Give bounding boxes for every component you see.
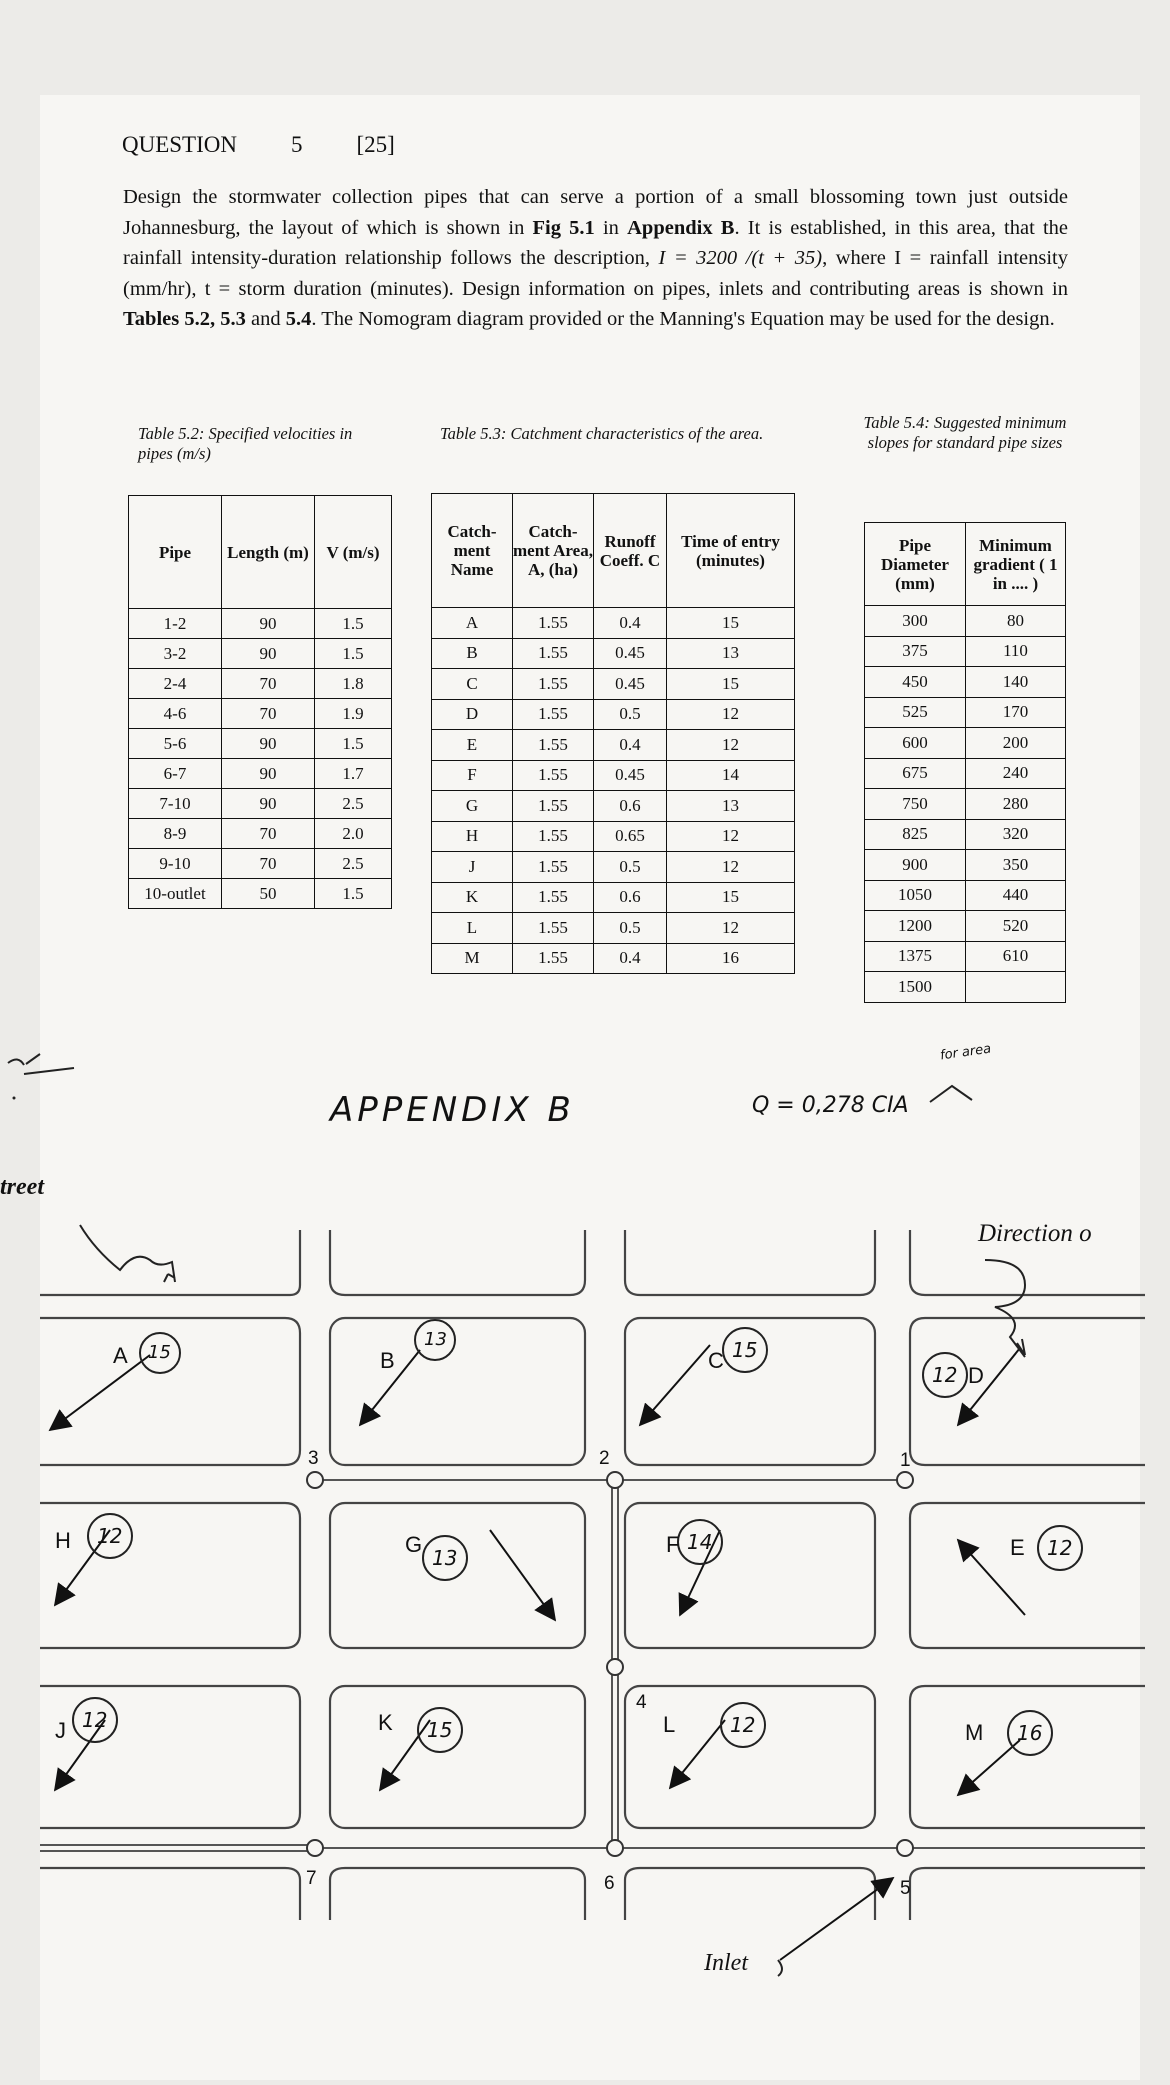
table53-cell-name: E	[432, 730, 513, 761]
table-5-3	[431, 493, 795, 974]
table54-cell-diameter: 525	[865, 697, 966, 728]
table53-row	[432, 760, 795, 791]
catchment-l-label: L	[663, 1712, 676, 1737]
table52-cell-pipe: 5-6	[129, 729, 222, 759]
table53-cell-runoff: 0.4	[594, 730, 667, 761]
table53-cell-area: 1.55	[513, 730, 594, 761]
table52-cell-velocity: 1.8	[315, 669, 392, 699]
table53-row	[432, 638, 795, 669]
table53-cell-area: 1.55	[513, 913, 594, 944]
catchment-m-label: M	[965, 1720, 984, 1745]
table54-cell-gradient: 240	[966, 758, 1066, 789]
table54-cell-gradient: 520	[966, 911, 1066, 942]
catchment-k-label: K	[378, 1710, 393, 1735]
question-marks: [25]	[356, 132, 395, 157]
table53-cell-area: 1.55	[513, 760, 594, 791]
table53-cell-name: F	[432, 760, 513, 791]
table52-cell-pipe: 10-outlet	[129, 879, 222, 909]
table53-cell-name: G	[432, 791, 513, 822]
table52-cell-velocity: 1.5	[315, 639, 392, 669]
table53-cell-runoff: 0.45	[594, 638, 667, 669]
catchment-g-label: G	[405, 1532, 423, 1557]
table54-cell-gradient: 280	[966, 789, 1066, 820]
table54-cell-diameter: 750	[865, 789, 966, 820]
time-m: 16	[1017, 1721, 1043, 1745]
fig-ref: Fig 5.1	[532, 216, 595, 239]
time-b: 13	[424, 1329, 447, 1350]
catchment-b-label: B	[380, 1348, 395, 1373]
table53-cell-runoff: 0.4	[594, 943, 667, 974]
table52-cell-length: 90	[222, 609, 315, 639]
table52-row	[129, 729, 392, 759]
table54-cell-diameter: 600	[865, 728, 966, 759]
table54-cell-diameter: 1200	[865, 911, 966, 942]
table52-row	[129, 609, 392, 639]
t52-header-pipe: Pipe	[129, 496, 222, 609]
catchment-c-label: C	[708, 1348, 724, 1373]
table52-row	[129, 639, 392, 669]
catchment-e-label: E	[1010, 1535, 1025, 1560]
table53-caption: Table 5.3: Catchment characteristics of the area.	[440, 424, 764, 443]
time-e: 12	[1047, 1536, 1073, 1560]
table52-row	[129, 789, 392, 819]
table53-cell-runoff: 0.6	[594, 791, 667, 822]
table53-cell-name: J	[432, 852, 513, 883]
table53-cell-entry: 12	[667, 730, 795, 761]
table52-cell-velocity: 1.9	[315, 699, 392, 729]
node-5-label: 5	[900, 1878, 911, 1899]
time-h: 12	[97, 1524, 123, 1548]
table53-cell-area: 1.55	[513, 791, 594, 822]
catchment-h-label: H	[55, 1528, 71, 1553]
tables-ref: Tables 5.2, 5.3	[123, 308, 246, 330]
t53-header-area: Catch-ment Area, A, (ha)	[513, 494, 594, 608]
table53-cell-area: 1.55	[513, 821, 594, 852]
time-c: 15	[732, 1338, 758, 1362]
appendix-title: APPENDIX B	[330, 1090, 575, 1130]
table52-cell-pipe: 9-10	[129, 849, 222, 879]
table54-row	[865, 850, 1066, 881]
t54-header-gradient: Minimum gradient ( 1 in .... )	[966, 523, 1066, 606]
table53-cell-entry: 12	[667, 699, 795, 730]
table53-row	[432, 669, 795, 700]
t52-header-velocity: V (m/s)	[315, 496, 392, 609]
table53-row	[432, 852, 795, 883]
manholes	[307, 1472, 913, 1856]
t52-header-length: Length (m)	[222, 496, 315, 609]
time-g: 13	[432, 1546, 458, 1570]
question-paragraph	[123, 182, 1068, 335]
table53-cell-runoff: 0.4	[594, 608, 667, 639]
table52-cell-velocity: 1.7	[315, 759, 392, 789]
table54-cell-gradient	[966, 972, 1066, 1003]
para-text-2: in	[594, 216, 628, 239]
t54-header-diameter: Pipe Diameter (mm)	[865, 523, 966, 606]
table52-row	[129, 879, 392, 909]
node-4-label: 4	[636, 1692, 647, 1713]
table54-cell-gradient: 140	[966, 667, 1066, 698]
table54-row	[865, 941, 1066, 972]
table52-cell-length: 70	[222, 849, 315, 879]
table53-cell-name: K	[432, 882, 513, 913]
table52-cell-pipe: 3-2	[129, 639, 222, 669]
catchment-j-label: J	[55, 1718, 66, 1743]
table52-cell-length: 50	[222, 879, 315, 909]
table53-cell-runoff: 0.45	[594, 760, 667, 791]
table52-row	[129, 699, 392, 729]
table52-cell-length: 70	[222, 669, 315, 699]
para-text-3: . It is established, in this area, that the rainfall intensity-duration relationship follows the description,	[123, 216, 1068, 269]
node-1-label: 1	[900, 1450, 911, 1471]
area-note: for area	[939, 1041, 993, 1064]
time-l: 12	[730, 1713, 756, 1737]
appendix-ref: Appendix B	[627, 216, 735, 239]
table52-cell-velocity: 1.5	[315, 609, 392, 639]
street-label: treet	[0, 1174, 44, 1200]
table52-cell-pipe: 4-6	[129, 699, 222, 729]
table52-cell-length: 90	[222, 759, 315, 789]
node-3-label: 3	[308, 1448, 319, 1469]
t53-header-name: Catch-ment Name	[432, 494, 513, 608]
table53-cell-name: H	[432, 821, 513, 852]
table54-cell-diameter: 1375	[865, 941, 966, 972]
table53-cell-runoff: 0.65	[594, 821, 667, 852]
table53-cell-entry: 13	[667, 638, 795, 669]
table53-cell-area: 1.55	[513, 882, 594, 913]
table52-cell-velocity: 1.5	[315, 879, 392, 909]
time-a: 15	[148, 1342, 171, 1363]
table-5-2	[128, 495, 392, 909]
table52-cell-length: 70	[222, 699, 315, 729]
table53-row	[432, 913, 795, 944]
table54-cell-gradient: 320	[966, 819, 1066, 850]
table54-cell-diameter: 900	[865, 850, 966, 881]
table53-cell-area: 1.55	[513, 669, 594, 700]
para-text-6: . The Nomogram diagram provided or the Manning's Equation may be used for the design.	[311, 308, 1055, 330]
table54-cell-diameter: 300	[865, 606, 966, 637]
table52-cell-pipe: 2-4	[129, 669, 222, 699]
table53-cell-name: B	[432, 638, 513, 669]
table53-cell-entry: 15	[667, 669, 795, 700]
time-d: 12	[932, 1363, 958, 1387]
table53-row	[432, 699, 795, 730]
catchment-a-label: A	[113, 1343, 128, 1368]
table52-cell-length: 90	[222, 729, 315, 759]
table54-row	[865, 728, 1066, 759]
time-k: 15	[427, 1718, 453, 1742]
table52-cell-velocity: 1.5	[315, 729, 392, 759]
table53-row	[432, 730, 795, 761]
table54-row	[865, 911, 1066, 942]
table53-cell-area: 1.55	[513, 638, 594, 669]
question-label: QUESTION	[122, 132, 237, 157]
table54-cell-diameter: 450	[865, 667, 966, 698]
handwriting-marks	[0, 1040, 1170, 1120]
table52-row	[129, 759, 392, 789]
table53-row	[432, 608, 795, 639]
question-header	[122, 132, 449, 158]
table53-cell-name: A	[432, 608, 513, 639]
table53-cell-runoff: 0.6	[594, 882, 667, 913]
table52-cell-pipe: 8-9	[129, 819, 222, 849]
table53-cell-entry: 12	[667, 852, 795, 883]
table52-caption: Table 5.2: Specified velocities in pipes (m/s)	[138, 424, 353, 463]
table54-cell-diameter: 375	[865, 636, 966, 667]
table53-cell-runoff: 0.5	[594, 699, 667, 730]
table52-cell-length: 90	[222, 639, 315, 669]
table54-row	[865, 880, 1066, 911]
table52-cell-velocity: 2.0	[315, 819, 392, 849]
flow-formula: Q = 0,278 CIA	[752, 1093, 909, 1118]
table54-cell-gradient: 350	[966, 850, 1066, 881]
table52-cell-pipe: 1-2	[129, 609, 222, 639]
table52-cell-velocity: 2.5	[315, 789, 392, 819]
table53-cell-entry: 15	[667, 882, 795, 913]
table53-cell-entry: 15	[667, 608, 795, 639]
table52-cell-velocity: 2.5	[315, 849, 392, 879]
table54-cell-gradient: 610	[966, 941, 1066, 972]
para-text-4: , where I = rainfall intensity (mm/hr), t = storm duration (minutes). Design information on pipes, inlets and contributing areas is shown in	[123, 247, 1068, 300]
table53-cell-name: C	[432, 669, 513, 700]
t53-header-entry: Time of entry (minutes)	[667, 494, 795, 608]
table53-cell-runoff: 0.45	[594, 669, 667, 700]
table53-cell-entry: 16	[667, 943, 795, 974]
table54-cell-gradient: 440	[966, 880, 1066, 911]
table53-cell-entry: 14	[667, 760, 795, 791]
node-6-label: 6	[604, 1873, 615, 1894]
table54-row	[865, 789, 1066, 820]
table53-row	[432, 882, 795, 913]
table54-ref: 5.4	[285, 308, 312, 330]
direction-label: Direction o	[978, 1220, 1092, 1247]
table54-row	[865, 972, 1066, 1003]
table53-cell-area: 1.55	[513, 852, 594, 883]
street-layout-svg	[0, 1180, 1170, 2080]
table53-cell-name: L	[432, 913, 513, 944]
table-5-4	[864, 522, 1066, 1003]
table54-cell-gradient: 80	[966, 606, 1066, 637]
table53-cell-entry: 12	[667, 913, 795, 944]
inlet-label: Inlet	[704, 1950, 748, 1976]
table52-cell-pipe: 6-7	[129, 759, 222, 789]
block-outlines	[40, 1230, 1145, 1920]
time-j: 12	[82, 1708, 108, 1732]
table53-cell-area: 1.55	[513, 608, 594, 639]
table53-cell-entry: 12	[667, 821, 795, 852]
table52-row	[129, 849, 392, 879]
table53-row	[432, 791, 795, 822]
para-text-1: Design the stormwater collection pipes that can serve a portion of a small blossoming town just outside Johannesburg, the layout of which is shown in	[123, 186, 1068, 239]
table53-row	[432, 821, 795, 852]
table54-row	[865, 667, 1066, 698]
pipe-network	[40, 1480, 1145, 1851]
table52-row	[129, 669, 392, 699]
appendix-b-layout	[0, 1174, 1170, 2080]
table53-cell-name: M	[432, 943, 513, 974]
question-number: 5	[291, 132, 303, 157]
table54-row	[865, 697, 1066, 728]
table52-cell-length: 90	[222, 789, 315, 819]
table54-caption: Table 5.4: Suggested minimum slopes for standard pipe sizes	[863, 413, 1067, 452]
table54-row	[865, 636, 1066, 667]
time-circles	[73, 1320, 1082, 1755]
table54-cell-gradient: 200	[966, 728, 1066, 759]
table53-cell-entry: 13	[667, 791, 795, 822]
table54-cell-diameter: 1500	[865, 972, 966, 1003]
table53-row	[432, 943, 795, 974]
table54-row	[865, 606, 1066, 637]
handwritten-arrows	[80, 1225, 1025, 1976]
table52-cell-pipe: 7-10	[129, 789, 222, 819]
table52-cell-length: 70	[222, 819, 315, 849]
t53-header-runoff: Runoff Coeff. C	[594, 494, 667, 608]
catchment-f-label: F	[666, 1532, 680, 1557]
table54-cell-diameter: 675	[865, 758, 966, 789]
table53-cell-runoff: 0.5	[594, 852, 667, 883]
node-7-label: 7	[306, 1868, 317, 1889]
table54-cell-gradient: 170	[966, 697, 1066, 728]
table53-cell-area: 1.55	[513, 699, 594, 730]
table54-row	[865, 819, 1066, 850]
table54-cell-diameter: 1050	[865, 880, 966, 911]
table54-cell-diameter: 825	[865, 819, 966, 850]
time-f: 14	[687, 1530, 713, 1554]
table53-cell-runoff: 0.5	[594, 913, 667, 944]
table54-cell-gradient: 110	[966, 636, 1066, 667]
para-text-5: and	[245, 308, 286, 330]
table53-cell-area: 1.55	[513, 943, 594, 974]
table54-row	[865, 758, 1066, 789]
table53-cell-name: D	[432, 699, 513, 730]
table52-row	[129, 819, 392, 849]
catchment-d-label: D	[968, 1363, 984, 1388]
node-2-label: 2	[599, 1448, 610, 1469]
idf-formula: I = 3200 /(t + 35)	[658, 247, 823, 269]
